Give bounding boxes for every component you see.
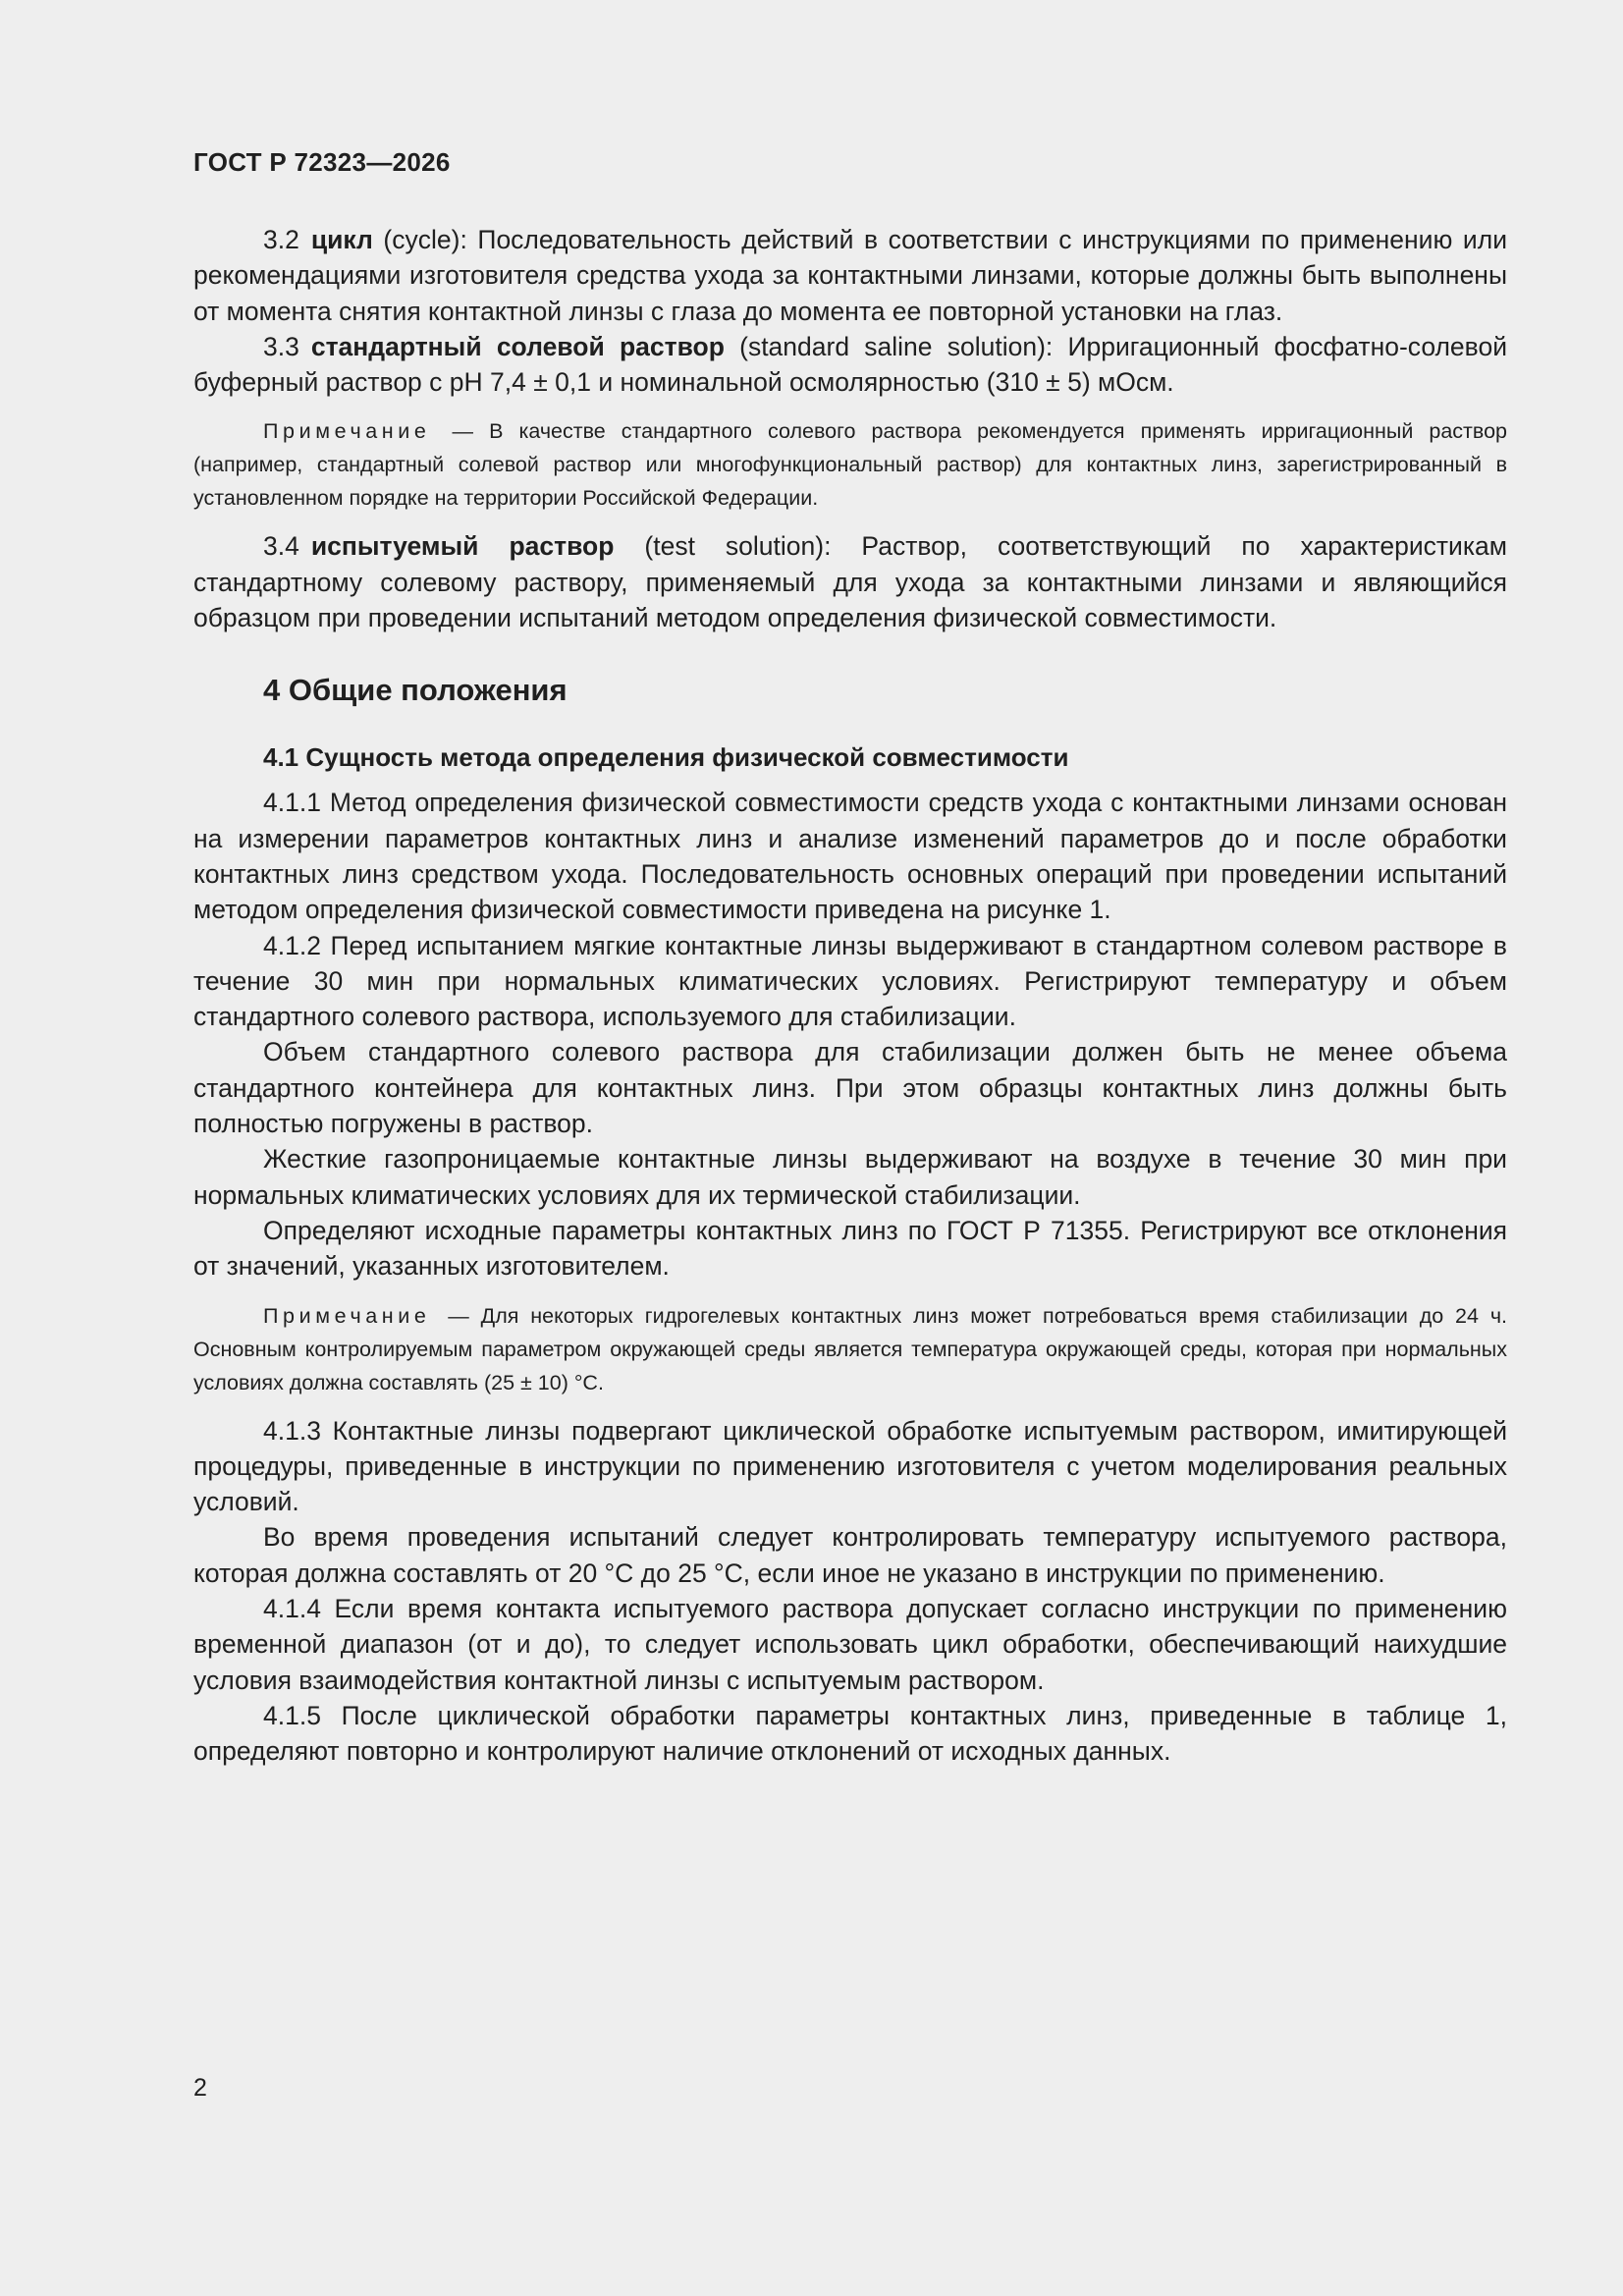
note-label: Примечание bbox=[263, 419, 431, 444]
term: стандартный солевой раствор bbox=[310, 331, 725, 361]
definition-text: (standard saline solution): Ирригационный фосфатно-солевой буферный раствор с pH 7,4 ± 0,1 и номинальной осмолярностью (310 ± 5) мОсм. bbox=[193, 331, 1507, 398]
note-text: — В качестве стандартного солевого раствора рекомендуется применять ирригационный раствор (например, стандартный солевой раствор или многофункциональный раствор) для контактных линз, зарегистрированный в установленном порядке на территории Российской Федерации. bbox=[193, 419, 1507, 511]
paragraph: 4.1.2 Перед испытанием мягкие контактные линзы выдерживают в стандартном солевом растворе в течение 30 мин при нормальных климатических условиях. Регистрируют температуру и объем стандартного солевого раствора, используемого для стабилизации. bbox=[193, 930, 1507, 1032]
note-block bbox=[193, 1299, 1507, 1399]
paragraph: Во время проведения испытаний следует контролировать температуру испытуемого раствора, которая должна составлять от 20 °С до 25 °С, если иное не указано в инструкции по применению. bbox=[193, 1522, 1507, 1588]
clause-number: 3.4 bbox=[263, 531, 299, 562]
note-block bbox=[193, 414, 1507, 515]
clause-number: 3.2 bbox=[263, 225, 299, 254]
note-text: — Для некоторых гидрогелевых контактных линз может потребоваться время стабилизации до 24 ч. Основным контролируемым параметром окружающей среды является температура окружающей среды, которая при нормальных условиях должна составлять (25 ± 10) °С. bbox=[193, 1303, 1507, 1394]
definition-3-2 bbox=[193, 222, 1507, 329]
subsection-title: 4.1 Сущность метода определения физической совместимости bbox=[263, 742, 1069, 773]
paragraph: Объем стандартного солевого раствора для стабилизации должен быть не менее объема стандартного контейнера для контактных линз. При этом образцы контактных линз должны быть полностью погружены в раствор. bbox=[193, 1037, 1507, 1139]
clause-number: 3.3 bbox=[263, 331, 299, 361]
paragraph: Жесткие газопроницаемые контактные линзы выдерживают на воздухе в течение 30 мин при нормальных климатических условиях для их термической стабилизации. bbox=[193, 1144, 1507, 1210]
definition-3-3 bbox=[193, 329, 1507, 401]
definition-text: (test solution): Раствор, соответствующий по характеристикам стандартному солевому раствору, применяемый для ухода за контактными линзами и являющийся образцом при проведении испытаний методом определения физической совместимости. bbox=[193, 531, 1507, 633]
paragraph: 4.1.5 После циклической обработки параметры контактных линз, приведенные в таблице 1, определяют повторно и контролируют наличие отклонений от исходных данных. bbox=[193, 1700, 1507, 1767]
paragraph: 4.1.4 Если время контакта испытуемого раствора допускает согласно инструкции по применению временной диапазон (от и до), то следует использовать цикл обработки, обеспечивающий наихудшие условия взаимодействия контактной линзы с испытуемым раствором. bbox=[193, 1594, 1507, 1695]
document-header: ГОСТ Р 72323—2026 bbox=[193, 147, 451, 177]
term: цикл bbox=[310, 225, 373, 254]
term: испытуемый раствор bbox=[310, 531, 615, 562]
section-title: 4 Общие положения bbox=[263, 673, 568, 708]
paragraph: 4.1.3 Контактные линзы подвергают циклической обработке испытуемым раствором, имитирующей процедуры, приведенные в инструкции по применению изготовителя с учетом моделирования реальных условий. bbox=[193, 1415, 1507, 1517]
paragraph: 4.1.1 Метод определения физической совместимости средств ухода с контактными линзами основан на измерении параметров контактных линз и анализе изменений параметров до и после обработки контактных линз средством ухода. Последовательность основных операций при проведении испытаний методом определения физической совместимости приведена на рисунке 1. bbox=[193, 788, 1507, 925]
definition-text: (cycle): Последовательность действий в соответствии с инструкциями по применению или рекомендациями изготовителя средства ухода за контактными линзами, которые должны быть выполнены от момента снятия контактной линзы с глаза до момента ее повторной установки на глаз. bbox=[193, 225, 1507, 326]
page-number: 2 bbox=[193, 2074, 207, 2102]
note-label: Примечание bbox=[263, 1303, 431, 1328]
definition-3-4 bbox=[193, 528, 1507, 635]
paragraph: Определяют исходные параметры контактных линз по ГОСТ Р 71355. Регистрируют все отклонения от значений, указанных изготовителем. bbox=[193, 1215, 1507, 1282]
document-body bbox=[193, 222, 1507, 1770]
